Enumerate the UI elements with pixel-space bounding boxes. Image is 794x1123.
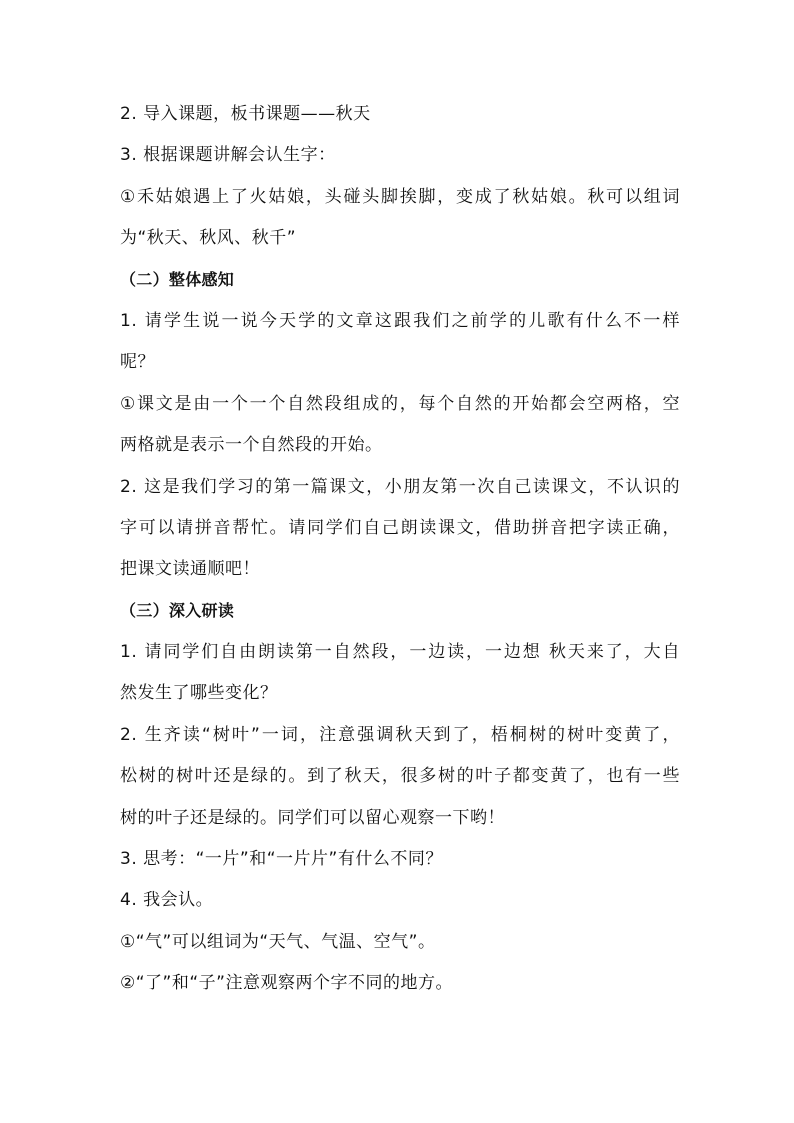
- paragraph-line: 树的叶子还是绿的。同学们可以留心观察一下哟！: [120, 807, 505, 828]
- paragraph-line: 呢？: [120, 352, 155, 373]
- paragraph-line: ①课文是由一个一个自然段组成的，每个自然的开始都会空两格，空: [120, 393, 680, 414]
- paragraph-line: 1. 请学生说一说今天学的文章这跟我们之前学的儿歌有什么不一样: [120, 310, 680, 331]
- section-heading: （三）深入研读: [120, 600, 235, 620]
- paragraph-line: 松树的树叶还是绿的。到了秋天，很多树的叶子都变黄了，也有一些: [120, 766, 680, 787]
- paragraph-line: ①禾姑娘遇上了火姑娘，头碰头脚挨脚，变成了秋姑娘。秋可以组词: [120, 186, 680, 207]
- document-body: [120, 102, 680, 1013]
- paragraph-line: 2. 导入课题，板书课题——秋天: [120, 104, 371, 124]
- paragraph-line: 为“秋天、秋风、秋千”: [120, 228, 297, 249]
- paragraph-line: 4. 我会认。: [120, 890, 214, 911]
- paragraph-line: 然发生了哪些变化？: [120, 683, 278, 704]
- paragraph-line: 两格就是表示一个自然段的开始。: [120, 435, 383, 456]
- paragraph-line: 2. 生齐读“树叶”一词，注意强调秋天到了，梧桐树的树叶变黄了，: [120, 724, 680, 745]
- paragraph-line: 把课文读通顺吧！: [120, 559, 260, 580]
- paragraph-line: 字可以请拼音帮忙。请同学们自己朗读课文，借助拼音把字读正确，: [120, 517, 680, 538]
- paragraph-line: ①“气”可以组词为“天气、气温、空气”。: [120, 931, 436, 952]
- section-heading: （二）整体感知: [120, 269, 235, 289]
- paragraph-line: 1. 请同学们自由朗读第一自然段，一边读，一边想 秋天来了，大自: [120, 642, 680, 663]
- paragraph-line: 3. 根据课题讲解会认生字：: [120, 145, 336, 166]
- paragraph-line: ②“了”和“子”注意观察两个字不同的地方。: [120, 973, 453, 994]
- paragraph-line: 3. 思考：“一片”和“一片片”有什么不同？: [120, 849, 443, 870]
- paragraph-line: 2. 这是我们学习的第一篇课文，小朋友第一次自己读课文，不认识的: [120, 476, 680, 497]
